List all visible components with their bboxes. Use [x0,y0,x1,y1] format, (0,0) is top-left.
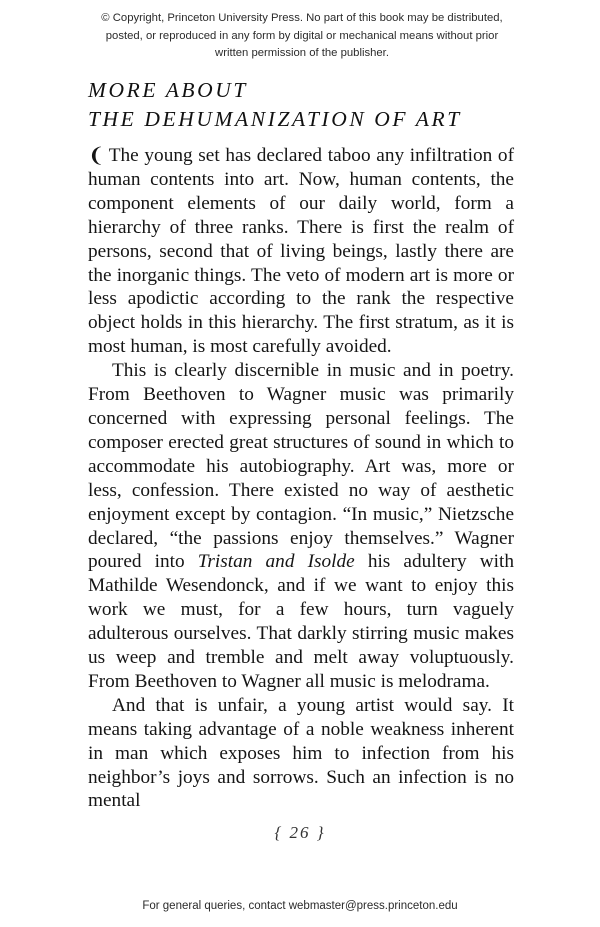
footer-query-note: For general queries, contact webmaster@press.princeton.edu [142,900,458,912]
page-number-folio: { 26 } [274,823,326,842]
paragraph-1-text: The young set has declared taboo any infiltration of human contents into art. Now, human contents, the component elements of our daily world, form a hierarchy of three ranks. There is first the realm of persons, second that of living beings, lastly there are the inorganic things. The veto of modern art is more or less apodictic according to the rank the respective object holds in this hierarchy. The first stratum, as it is most human, is most carefully avoided. [88,145,514,358]
paragraph-3-text: And that is unfair, a young artist would say. It means taking advantage of a noble weakness inherent in man which exposes him to infection from his neighbor’s joys and sorrows. Such an infection is no mental [88,694,514,812]
chapter-title-line-2: THE DEHUMANIZATION OF ART [88,107,462,131]
copyright-notice: © Copyright, Princeton University Press. No part of this book may be distributed, posted, or reproduced in any form by digital or mechanical means without prior written permission of the publisher. [101,12,503,59]
paragraph-3 [88,694,514,814]
paragraph-ornament-icon: ❨ [88,143,104,167]
italic-work-title: Tristan and Isolde [197,551,355,573]
paragraph-2 [88,359,514,694]
body-text-column [88,143,514,813]
chapter-title [88,76,518,134]
paragraph-2-text-after-italic: his adultery with Mathilde Wesendonck, and if we want to enjoy this work we must, for a few hours, turn vaguely adulterous ourselves. That darkly stirring music makes us weep and tremble and melt away voluptuously. From Beethoven to Wagner all music is melodrama. [88,551,514,692]
chapter-title-line-1: MORE ABOUT [88,78,248,102]
paragraph-1 [88,143,514,359]
paragraph-2-text-before-italic: This is clearly discernible in music and in poetry. From Beethoven to Wagner music was primarily concerned with expressing personal feelings. The composer erected great structures of sound in which to accommodate his autobiography. Art was, more or less, confession. There existed no way of aesthetic enjoyment except by contagion. “In music,” Nietzsche declared, “the passions enjoy themselves.” Wagner poured into [88,360,514,573]
